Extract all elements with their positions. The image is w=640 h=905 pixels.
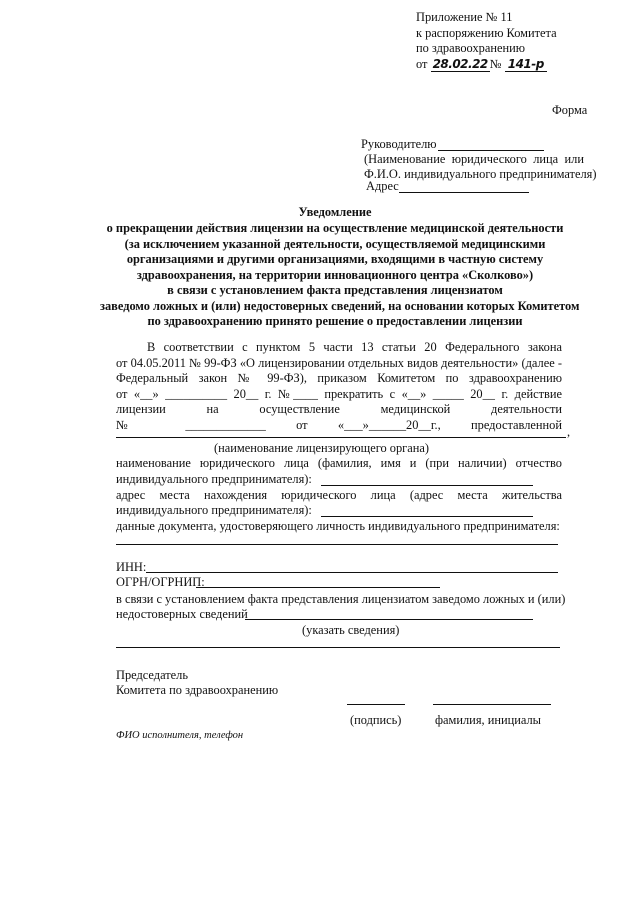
body-line3: Федеральный закон № 99-ФЗ), приказом Комитетом по здравоохранению: [116, 371, 562, 385]
body-line13: данные документа, удостоверяющего личность индивидуального предпринимателя:: [116, 519, 560, 533]
body-line11: адрес места нахождения юридического лица (адрес места жительства: [116, 488, 562, 502]
signer-name-field[interactable]: [433, 704, 551, 705]
address-label: Адрес: [366, 179, 399, 193]
body-line10: индивидуального предпринимателя):: [116, 472, 312, 486]
body-line16: в связи с установлением факта представления лицензиатом заведомо ложных и (или): [116, 592, 566, 606]
title-line6: в связи с установлением факта представления лицензиатом: [167, 283, 503, 297]
handwritten-date: 28.02.22: [432, 57, 488, 71]
body-line17: недостоверных сведений: [116, 607, 248, 621]
addressee-hint-2: Ф.И.О. индивидуального предпринимателя): [364, 167, 597, 181]
licensing-org-comma: ,: [567, 425, 571, 439]
title-line4: организациями и другими организациями, входящими в частную систему: [126, 252, 544, 266]
addressee-hint-1: (Наименование юридического лица или: [364, 152, 584, 166]
appendix-line2: к распоряжению Комитета: [416, 26, 557, 40]
signature-field[interactable]: [347, 704, 405, 705]
appendix-date-line: [416, 57, 547, 72]
title-line2: о прекращении действия лицензии на осуществление медицинской деятельности: [106, 221, 564, 235]
licensee-name-field[interactable]: [321, 485, 533, 486]
licensee-address-field[interactable]: [321, 516, 533, 517]
ogrn-label: ОГРН/ОГРНИП:: [116, 575, 205, 589]
appendix-date-prefix: от: [416, 57, 428, 71]
inn-label: ИНН:: [116, 560, 147, 574]
identity-document-field[interactable]: [116, 544, 558, 545]
specify-hint: (указать сведения): [302, 623, 400, 637]
committee-label: Комитета по здравоохранению: [116, 683, 279, 697]
body-line6: № _____________ от «___»______20__г., предоставленной: [116, 418, 562, 432]
body-line1: В соответствии с пунктом 5 части 13 статьи 20 Федерального закона: [147, 340, 562, 354]
false-info-field-2[interactable]: [116, 647, 560, 648]
title-line1: Уведомление: [298, 205, 372, 219]
body-line2: от 04.05.2011 № 99-ФЗ «О лицензировании отдельных видов деятельности» (далее -: [116, 356, 562, 370]
body-line9: наименование юридического лица (фамилия, имя и (при наличии) отчество: [116, 456, 562, 470]
inn-field[interactable]: [146, 572, 558, 573]
head-label: Руководителю: [361, 137, 437, 151]
address-field[interactable]: [399, 192, 529, 193]
body-line5: лицензии на осуществление медицинской деятельности: [116, 402, 562, 416]
title-line7: заведомо ложных и (или) недостоверных сведений, на основании которых Комитетом: [100, 299, 580, 313]
licensing-org-field[interactable]: [116, 437, 566, 438]
body-line12: индивидуального предпринимателя):: [116, 503, 312, 517]
title-line3: (за исключением указанной деятельности, осуществляемой медицинскими: [124, 237, 546, 251]
signature-hint: (подпись): [350, 713, 402, 727]
title-line5: здравоохранения, на территории инновационного центра «Сколково»): [136, 268, 534, 282]
handwritten-number: 141-р: [505, 57, 547, 72]
name-hint: фамилия, инициалы: [435, 713, 541, 727]
head-name-field[interactable]: [438, 150, 544, 151]
appendix-line3: по здравоохранению: [416, 41, 525, 55]
licensing-org-hint: (наименование лицензирующего органа): [214, 441, 430, 455]
ogrn-field[interactable]: [196, 587, 440, 588]
chair-label: Председатель: [116, 668, 189, 682]
appendix-num-sign: №: [489, 57, 502, 71]
body-line4: от «__» __________ 20__ г. №____ прекратить с «__» _____ 20__ г. действие: [116, 387, 562, 401]
title-line8: по здравоохранению принято решение о предоставлении лицензии: [147, 314, 523, 328]
appendix-line1: Приложение № 11: [416, 10, 513, 24]
executor-footer: ФИО исполнителя, телефон: [116, 730, 244, 741]
form-label: Форма: [552, 103, 588, 117]
false-info-field-1[interactable]: [245, 619, 533, 620]
